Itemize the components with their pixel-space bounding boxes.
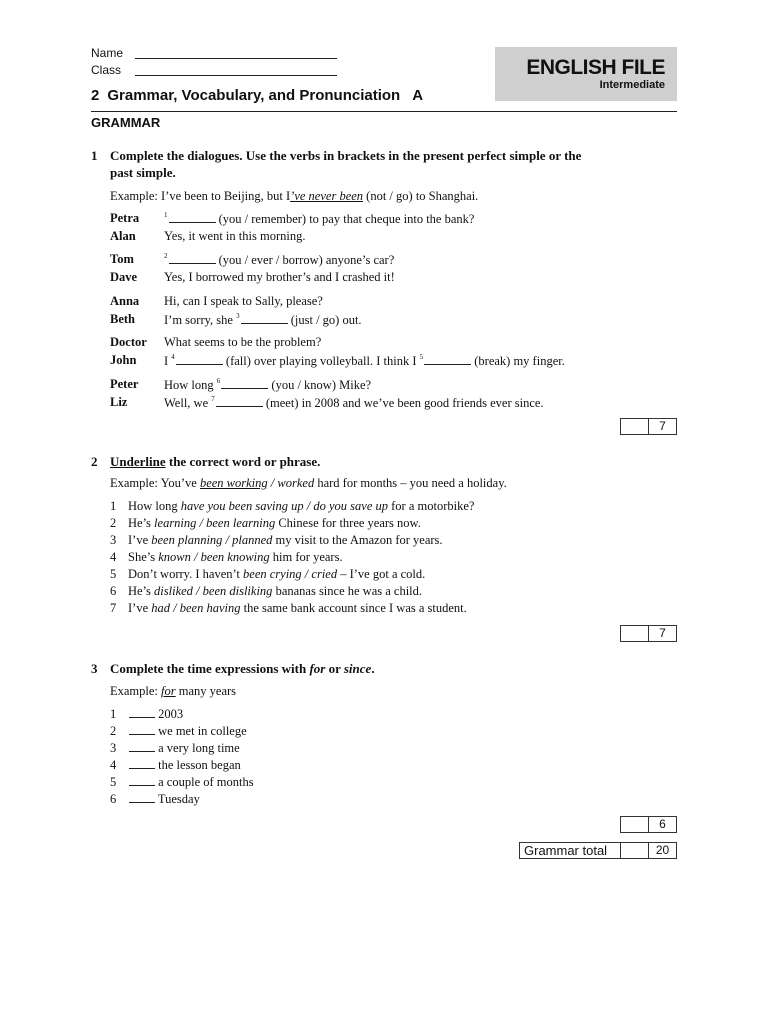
q1-number: 1 bbox=[91, 148, 98, 163]
q2-item-number: 2 bbox=[110, 516, 117, 530]
q1-line-1 bbox=[164, 211, 474, 227]
list-item bbox=[129, 707, 183, 722]
unit-number: 2 bbox=[91, 87, 100, 104]
answer-blank-5[interactable] bbox=[424, 354, 471, 365]
q3-score-max: 6 bbox=[659, 817, 666, 831]
speaker-tom: Tom bbox=[110, 252, 134, 266]
q1-line-7-post: (meet) in 2008 and we’ve been good friends ever since. bbox=[265, 396, 544, 410]
q3-item-number: 1 bbox=[110, 707, 117, 721]
q1-title-line2: past simple. bbox=[110, 165, 176, 180]
answer-blank[interactable] bbox=[129, 758, 155, 769]
grammar-total-max: 20 bbox=[655, 843, 670, 857]
q1-example bbox=[110, 189, 478, 204]
q2-example-label: Example: bbox=[110, 476, 158, 490]
list-item bbox=[128, 516, 421, 531]
q2-item-post: Chinese for three years now. bbox=[278, 516, 421, 530]
q1-line-4-post2: (break) my finger. bbox=[474, 354, 565, 368]
speaker-alan: Alan bbox=[110, 229, 136, 243]
answer-blank-4[interactable] bbox=[176, 354, 223, 365]
q2-item-choice[interactable]: been planning / planned bbox=[151, 533, 273, 547]
speaker-peter: Peter bbox=[110, 377, 139, 391]
q2-example bbox=[110, 476, 507, 491]
grammar-total-label: Grammar total bbox=[519, 842, 620, 859]
speaker-liz: Liz bbox=[110, 395, 128, 409]
gap-number: 7 bbox=[211, 395, 215, 403]
q3-item-number: 2 bbox=[110, 724, 117, 738]
unit-letter: A bbox=[412, 87, 424, 104]
q2-item-choice[interactable]: learning / been learning bbox=[154, 516, 276, 530]
q2-example-opt2: worked bbox=[277, 476, 315, 490]
q2-item-pre: She’s bbox=[128, 550, 156, 564]
page-title bbox=[91, 87, 423, 104]
speaker-doctor: Doctor bbox=[110, 335, 147, 349]
q1-line-3-pre: I’m sorry, she bbox=[164, 313, 233, 327]
list-item bbox=[129, 792, 200, 807]
q3-title bbox=[91, 660, 681, 677]
q3-item-number: 3 bbox=[110, 741, 117, 755]
speaker-john: John bbox=[110, 353, 137, 367]
q3-example bbox=[110, 684, 236, 699]
class-field[interactable] bbox=[135, 64, 337, 76]
q1-example-post: (not / go) to Shanghai. bbox=[366, 189, 479, 203]
q3-score-box bbox=[620, 816, 677, 833]
q3-item-number: 5 bbox=[110, 775, 117, 789]
q1-line-4-post: (fall) over playing volleyball. I think I bbox=[225, 354, 417, 368]
answer-blank[interactable] bbox=[129, 724, 155, 735]
q1-line-3 bbox=[164, 312, 362, 328]
list-item bbox=[129, 758, 241, 773]
speaker-beth: Beth bbox=[110, 312, 135, 326]
q3-example-post: many years bbox=[178, 684, 237, 698]
q2-item-post: my visit to the Amazon for years. bbox=[275, 533, 443, 547]
q1-line-6-pre: How long bbox=[164, 378, 214, 392]
q3-item-text: the lesson began bbox=[158, 758, 241, 772]
list-item bbox=[128, 584, 422, 599]
q3-title-since: since bbox=[343, 661, 372, 676]
q1-line-2 bbox=[164, 252, 394, 268]
q2-item-number: 7 bbox=[110, 601, 117, 615]
name-label: Name bbox=[91, 46, 124, 60]
q2-item-pre: He’s bbox=[128, 516, 151, 530]
class-label: Class bbox=[91, 63, 122, 77]
q2-item-choice[interactable]: disliked / been disliking bbox=[154, 584, 273, 598]
answer-blank-1[interactable] bbox=[169, 212, 216, 223]
q1-line-1-post: (you / remember) to pay that cheque into the bank? bbox=[218, 212, 475, 226]
brand-subtitle: Intermediate bbox=[599, 79, 665, 91]
q2-example-pre: You’ve bbox=[160, 476, 197, 490]
q2-item-number: 5 bbox=[110, 567, 117, 581]
speaker-anna: Anna bbox=[110, 294, 140, 308]
q2-item-number: 3 bbox=[110, 533, 117, 547]
brand-title: ENGLISH FILE bbox=[526, 56, 665, 79]
q1-line-anna: Hi, can I speak to Sally, please? bbox=[164, 294, 323, 308]
q2-item-choice[interactable]: have you been saving up / do you save up bbox=[180, 499, 389, 513]
answer-blank[interactable] bbox=[129, 707, 155, 718]
q1-reply-dave: Yes, I borrowed my brother’s and I crashed it! bbox=[164, 270, 395, 284]
gap-number: 1 bbox=[164, 211, 168, 219]
gap-number: 3 bbox=[236, 312, 240, 320]
q1-title-line1: Complete the dialogues. Use the verbs in brackets in the present perfect simple or the bbox=[110, 148, 582, 163]
class-field-row bbox=[91, 63, 337, 77]
q1-line-2-post: (you / ever / borrow) anyone’s car? bbox=[218, 253, 395, 267]
answer-blank[interactable] bbox=[129, 775, 155, 786]
answer-blank-7[interactable] bbox=[216, 396, 263, 407]
q2-title bbox=[91, 453, 681, 470]
q2-item-pre: How long bbox=[128, 499, 178, 513]
brand-box bbox=[495, 47, 677, 101]
q2-example-sep: / bbox=[270, 476, 275, 490]
q1-score-max: 7 bbox=[659, 419, 666, 433]
q1-line-3-post: (just / go) out. bbox=[290, 313, 362, 327]
q1-example-answer: ’ve never been bbox=[290, 189, 364, 203]
section-heading: GRAMMAR bbox=[91, 115, 161, 130]
q3-title-pre: Complete the time expressions with bbox=[110, 661, 307, 676]
q3-example-label: Example: bbox=[110, 684, 158, 698]
name-field[interactable] bbox=[135, 47, 337, 59]
q1-example-pre: I’ve been to Beijing, but I bbox=[161, 189, 291, 203]
gap-number: 4 bbox=[171, 353, 175, 361]
q3-item-number: 4 bbox=[110, 758, 117, 772]
gap-number: 5 bbox=[419, 353, 424, 361]
q2-number: 2 bbox=[91, 454, 98, 469]
q2-item-post: – I’ve got a cold. bbox=[340, 567, 426, 581]
q2-score-max: 7 bbox=[659, 626, 666, 640]
q2-item-post: the same bank account since I was a student. bbox=[243, 601, 467, 615]
q2-item-choice[interactable]: had / been having bbox=[151, 601, 241, 615]
answer-blank[interactable] bbox=[129, 792, 155, 803]
q2-item-post: for a motorbike? bbox=[391, 499, 475, 513]
list-item bbox=[128, 567, 425, 582]
q2-item-choice[interactable]: been crying / cried bbox=[243, 567, 338, 581]
q2-item-number: 6 bbox=[110, 584, 117, 598]
q1-line-7 bbox=[164, 395, 544, 411]
q2-title-underline: Underline bbox=[110, 454, 166, 469]
answer-blank-2[interactable] bbox=[169, 253, 216, 264]
q1-line-4 bbox=[164, 353, 565, 369]
q2-item-pre: I’ve bbox=[128, 533, 149, 547]
q2-item-number: 4 bbox=[110, 550, 117, 564]
q1-score-box bbox=[620, 418, 677, 435]
list-item bbox=[129, 775, 254, 790]
q2-score-input[interactable] bbox=[621, 626, 649, 641]
q3-item-text: 2003 bbox=[158, 707, 184, 721]
q2-item-pre: I’ve bbox=[128, 601, 149, 615]
q3-title-or: or bbox=[328, 661, 341, 676]
q3-title-end: . bbox=[371, 661, 375, 676]
q3-item-text: we met in college bbox=[158, 724, 247, 738]
q2-item-number: 1 bbox=[110, 499, 117, 513]
q1-reply-alan: Yes, it went in this morning. bbox=[164, 229, 306, 243]
q3-number: 3 bbox=[91, 661, 98, 676]
q3-item-text: a couple of months bbox=[158, 775, 254, 789]
q2-item-post: him for years. bbox=[272, 550, 343, 564]
q2-score-box bbox=[620, 625, 677, 642]
q2-title-rest: the correct word or phrase. bbox=[168, 454, 321, 469]
q3-title-for: for bbox=[309, 661, 326, 676]
answer-blank-3[interactable] bbox=[241, 313, 288, 324]
q1-example-label: Example: bbox=[110, 189, 158, 203]
answer-blank-6[interactable] bbox=[221, 378, 268, 389]
answer-blank[interactable] bbox=[129, 741, 155, 752]
list-item bbox=[129, 724, 247, 739]
q2-item-choice[interactable]: known / been knowing bbox=[158, 550, 270, 564]
grammar-total-input[interactable] bbox=[621, 843, 649, 858]
grammar-total-box bbox=[620, 842, 677, 859]
q2-example-post: hard for months – you need a holiday. bbox=[317, 476, 507, 490]
q1-line-doctor: What seems to be the problem? bbox=[164, 335, 322, 349]
q3-item-number: 6 bbox=[110, 792, 117, 806]
list-item bbox=[128, 533, 443, 548]
q2-item-post: bananas since he was a child. bbox=[275, 584, 423, 598]
q3-item-text: a very long time bbox=[158, 741, 240, 755]
q1-line-6-post: (you / know) Mike? bbox=[271, 378, 372, 392]
q1-line-7-pre: Well, we bbox=[164, 396, 209, 410]
speaker-dave: Dave bbox=[110, 270, 138, 284]
q1-score-input[interactable] bbox=[621, 419, 649, 434]
gap-number: 6 bbox=[216, 377, 221, 385]
q3-example-answer: for bbox=[161, 684, 176, 698]
q2-example-opt1: been working bbox=[199, 476, 268, 490]
list-item bbox=[128, 499, 474, 514]
q3-item-text: Tuesday bbox=[157, 792, 200, 806]
q3-score-input[interactable] bbox=[621, 817, 649, 832]
speaker-petra: Petra bbox=[110, 211, 140, 225]
q2-item-pre: Don’t worry. I haven’t bbox=[128, 567, 240, 581]
list-item bbox=[128, 601, 467, 616]
name-field-row bbox=[91, 46, 337, 60]
q1-line-6 bbox=[164, 377, 371, 393]
list-item bbox=[129, 741, 240, 756]
header-divider bbox=[91, 111, 677, 112]
gap-number: 2 bbox=[164, 252, 168, 260]
q2-item-pre: He’s bbox=[128, 584, 151, 598]
unit-title-text: Grammar, Vocabulary, and Pronunciation bbox=[107, 87, 401, 104]
list-item bbox=[128, 550, 343, 565]
q1-line-4-pre: I bbox=[164, 354, 169, 368]
q1-title bbox=[91, 147, 681, 181]
